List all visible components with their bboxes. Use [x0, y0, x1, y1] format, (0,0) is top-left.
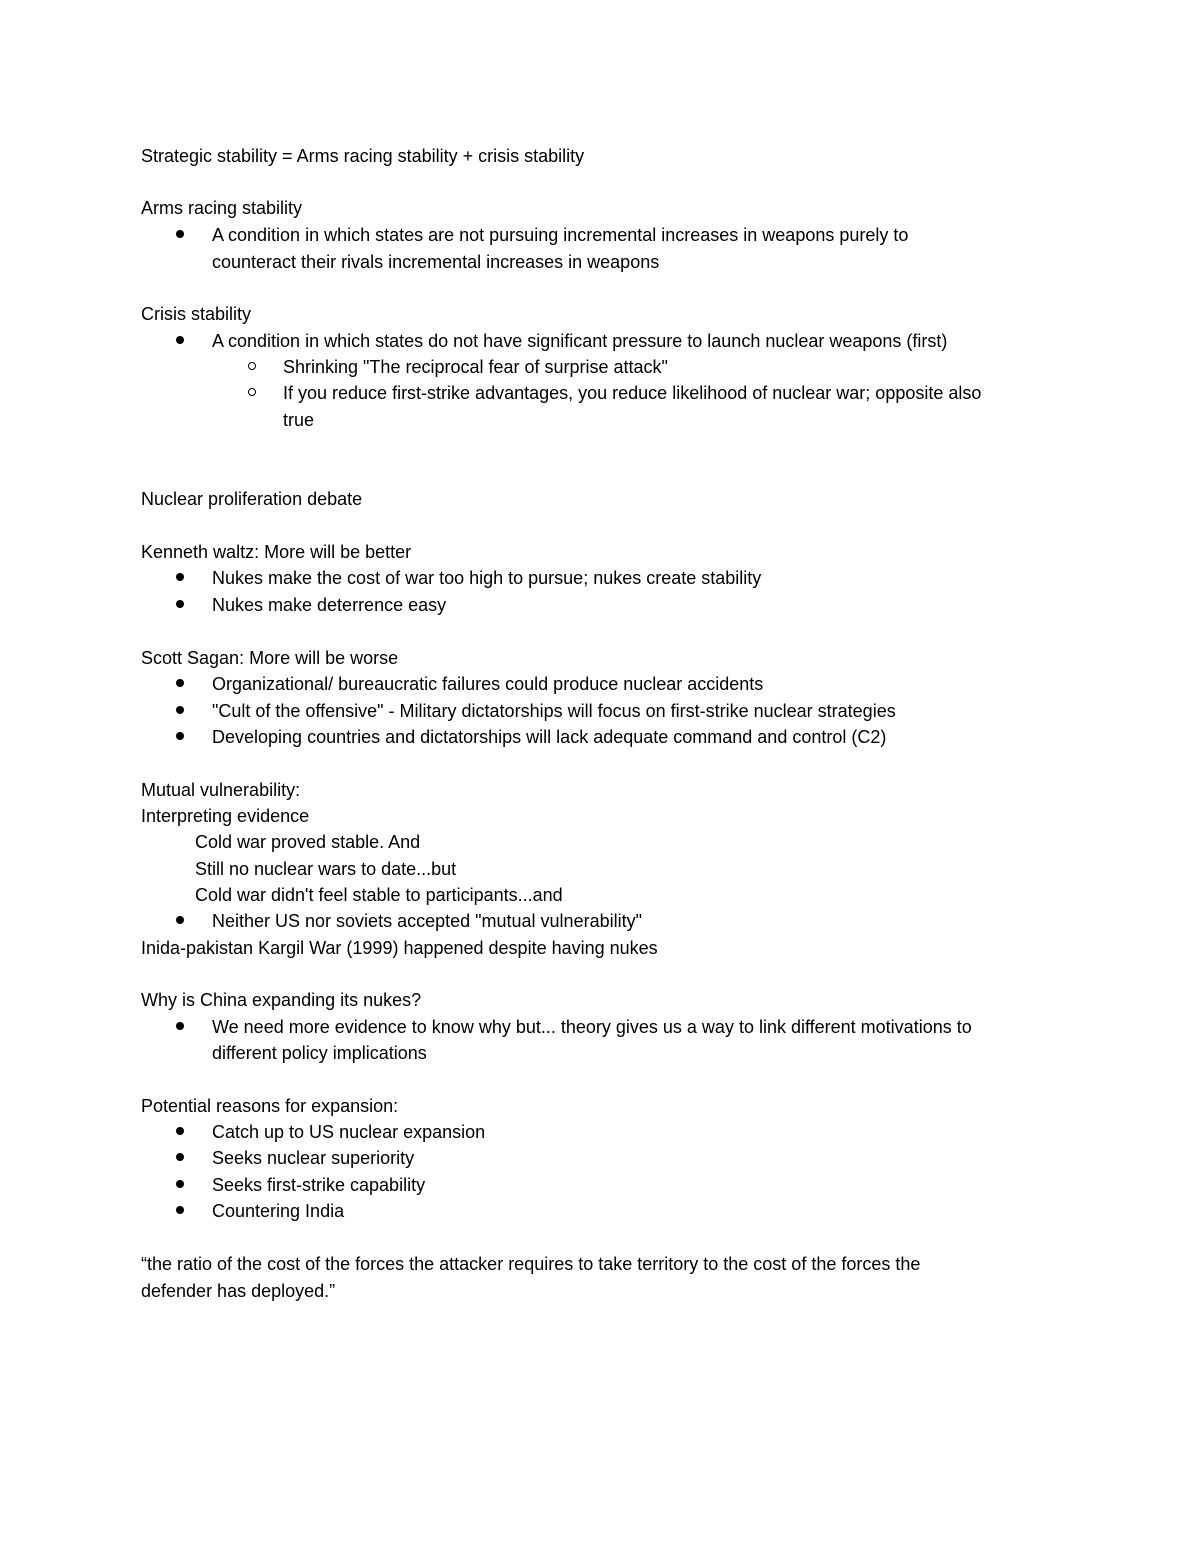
crisis-stability-heading: Crisis stability [141, 304, 252, 324]
interpreting-evidence-heading: Interpreting evidence [141, 806, 310, 826]
crisis-stability-sub-bullet-2-line1: If you reduce first-strike advantages, you reduce likelihood of nuclear war; opposite also [283, 383, 982, 403]
bullet-icon [176, 1153, 184, 1161]
bullet-icon [176, 706, 184, 714]
expansion-reason-4: Countering India [212, 1201, 345, 1221]
arms-racing-heading: Arms racing stability [141, 198, 303, 218]
mutual-vulnerability-bullet: Neither US nor soviets accepted "mutual vulnerability" [212, 911, 642, 931]
kargil-war-line: Inida-pakistan Kargil War (1999) happened despite having nukes [141, 938, 658, 958]
sagan-bullet-3: Developing countries and dictatorships will lack adequate command and control (C2) [212, 727, 887, 747]
bullet-icon [176, 1022, 184, 1030]
china-heading: Why is China expanding its nukes? [141, 990, 422, 1010]
sagan-bullet-1: Organizational/ bureaucratic failures could produce nuclear accidents [212, 674, 764, 694]
evidence-line-2: Still no nuclear wars to date...but [195, 859, 457, 879]
bullet-icon [176, 600, 184, 608]
bullet-icon [176, 732, 184, 740]
crisis-stability-sub-bullet-1: Shrinking "The reciprocal fear of surprise attack" [283, 357, 668, 377]
waltz-bullet-1: Nukes make the cost of war too high to pursue; nukes create stability [212, 568, 762, 588]
bullet-icon [176, 679, 184, 687]
bullet-icon [176, 1206, 184, 1214]
sagan-heading: Scott Sagan: More will be worse [141, 648, 399, 668]
crisis-stability-bullet: A condition in which states do not have significant pressure to launch nuclear weapons (first) [212, 331, 948, 351]
sagan-bullet-2: "Cult of the offensive" - Military dictatorships will focus on first-strike nuclear strategies [212, 701, 896, 721]
proliferation-debate-heading: Nuclear proliferation debate [141, 489, 363, 509]
bullet-icon [176, 573, 184, 581]
quote-line-1: “the ratio of the cost of the forces the attacker requires to take territory to the cost of the forces the [141, 1254, 921, 1274]
china-bullet-line1: We need more evidence to know why but... theory gives us a way to link different motivations to [212, 1017, 972, 1037]
arms-racing-bullet-line1: A condition in which states are not pursuing incremental increases in weapons purely to [212, 225, 909, 245]
evidence-line-1: Cold war proved stable. And [195, 832, 421, 852]
bullet-icon [176, 1127, 184, 1135]
china-bullet-line2: different policy implications [212, 1043, 427, 1063]
bullet-icon [176, 336, 184, 344]
bullet-icon [176, 1180, 184, 1188]
expansion-reason-2: Seeks nuclear superiority [212, 1148, 415, 1168]
strategic-stability-heading: Strategic stability = Arms racing stability + crisis stability [141, 146, 585, 166]
crisis-stability-sub-bullet-2-line2: true [283, 410, 315, 430]
sub-bullet-circle-icon [248, 388, 256, 396]
waltz-heading: Kenneth waltz: More will be better [141, 542, 412, 562]
evidence-line-3: Cold war didn't feel stable to participants...and [195, 885, 563, 905]
bullet-icon [176, 916, 184, 924]
arms-racing-bullet-line2: counteract their rivals incremental increases in weapons [212, 252, 660, 272]
expansion-reason-1: Catch up to US nuclear expansion [212, 1122, 486, 1142]
bullet-icon [176, 230, 184, 238]
sub-bullet-circle-icon [248, 362, 256, 370]
waltz-bullet-2: Nukes make deterrence easy [212, 595, 447, 615]
expansion-reasons-heading: Potential reasons for expansion: [141, 1096, 399, 1116]
mutual-vulnerability-heading: Mutual vulnerability: [141, 780, 301, 800]
expansion-reason-3: Seeks first-strike capability [212, 1175, 426, 1195]
quote-line-2: defender has deployed.” [141, 1281, 336, 1301]
